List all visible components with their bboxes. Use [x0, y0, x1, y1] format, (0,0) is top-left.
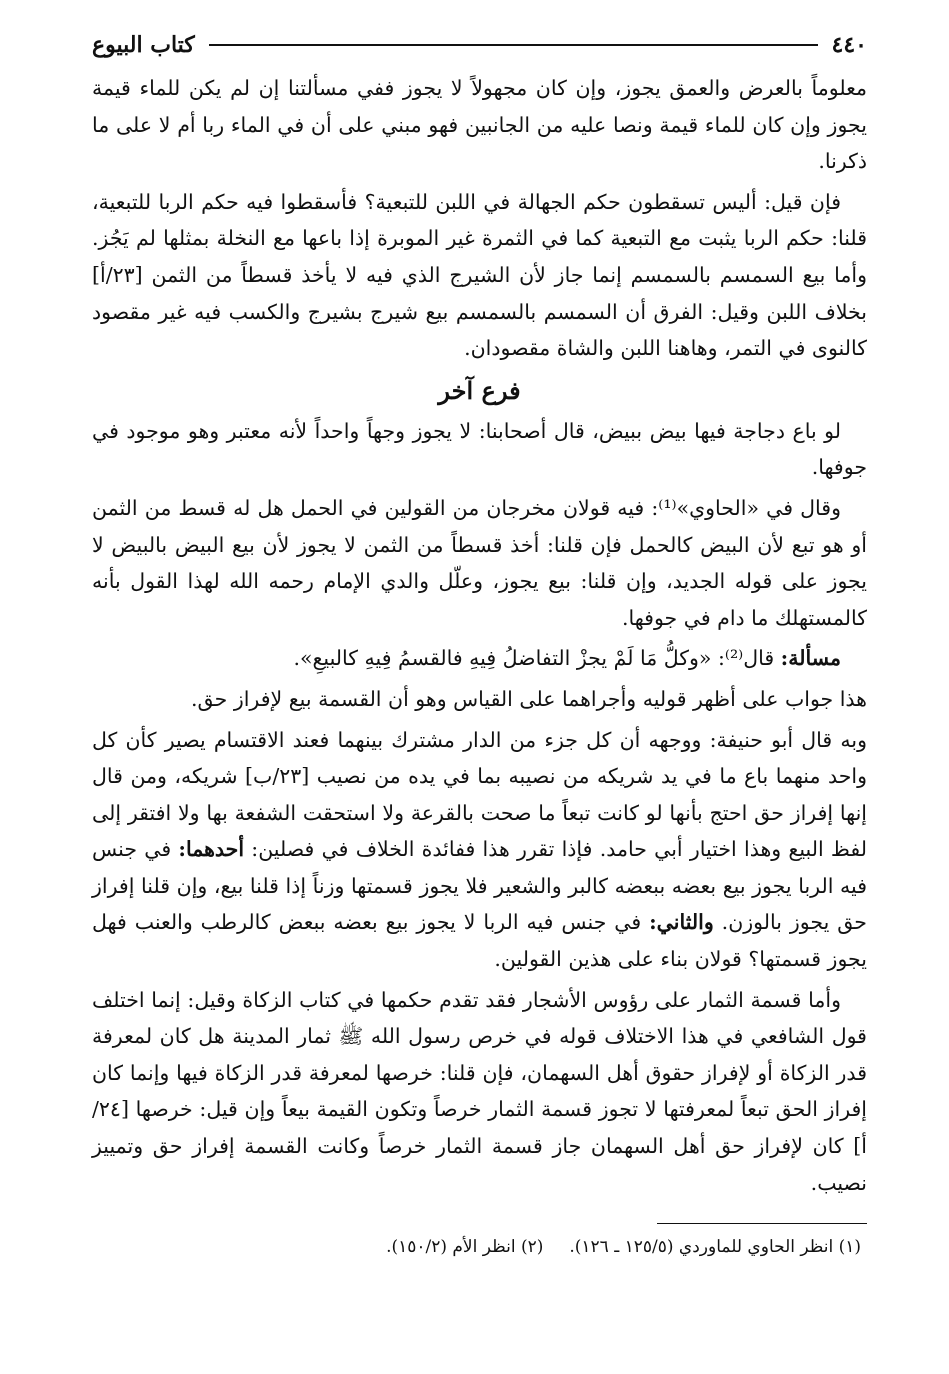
footnote-rule	[657, 1223, 867, 1224]
header-rule	[209, 44, 818, 46]
paragraph	[92, 722, 867, 978]
paragraph: هذا جواب على أظهر قوليه وأجراهما على القياس وهو أن القسمة بيع لإفراز حق.	[191, 686, 867, 711]
paragraph-part: وبه قال أبو حنيفة: ووجهه أن كل جزء من الدار مشترك بينهما فعند الاقتسام يصير كأن كل واحد منهما باع ما في يد شريكه من نصيبه بما في يده من نصيب [٢٣/ب] شريكه، ومن قال إنها إفراز حق احتج بأنها لو كانت تبعاً ما صحت بالقرعة ولا استحقت الشفعة بها ولا افتقر إلى لفظ البيع وهذا اختيار أبي حامد. فإذا تقرر هذا ففائدة الخلاف في فصلين:	[92, 727, 867, 862]
issue-label: مسألة:	[780, 646, 841, 671]
second-label: والثاني:	[649, 910, 714, 935]
paragraph-part: في جنس فيه الربا لا يجوز بيع بعضه ببعض كالرطب والعنب فهل يجوز قسمتها؟ قولان بناء على هذين القولين.	[92, 910, 867, 972]
paragraph: لو باع دجاجة فيها بيض ببيض، قال أصحابنا: لا يجوز وجهاً واحداً لأنه معتبر وهو موجود في جوفها.	[92, 418, 867, 480]
paragraph: فإن قيل: أليس تسقطون حكم الجهالة في اللبن للتبعية؟ فأسقطوا فيه حكم الربا للتبعية، قلنا: حكم الربا يثبت مع التبعية كما في الثمرة غير الموبرة إذا باعها مع النخلة بمثلها لم يَجُز. وأما بيع السمسم بالسمسم إنما جاز لأن الشيرج الذي فيه لا يأخذ قسطاً من الثمن [٢٣/أ] بخلاف اللبن وقيل: الفرق أن السمسم بالسمسم بيع شيرج بشيرج والكسب فيه غير مقصود كالنوى في التمر، وهاهنا اللبن والشاة مقصودان.	[92, 189, 867, 361]
footnotes	[92, 1234, 861, 1260]
footnote-2: (٢) انظر الأم (١٥٠/٢).	[386, 1237, 544, 1258]
issue-text: قال⁽²⁾: «وكلُّ مَا لَمْ يجزْ التفاضلُ فِيهِ فالقسمُ فِيهِ كالبيعِ».	[293, 646, 775, 671]
page-number: ٤٤٠	[831, 32, 867, 58]
paragraph: وأما قسمة الثمار على رؤوس الأشجار فقد تقدم حكمها في كتاب الزكاة وقيل: إنما اختلف قول الشافعي في هذا الاختلاف قوله في خرص رسول الله ﷺ ثمار المدينة هل كان لمعرفة قدر الزكاة أو لإفراز حقوق أهل السهمان، فإن قلنا: خرصها لمعرفة قدر الزكاة فيها وإنما كان إفراز الحق تبعاً لمعرفتها لا تجوز قسمة الثمار خرصاً وتكون القيمة بيعاً وإن قيل: خرصها [٢٤/أ] كان لإفراز حق أهل السهمان جاز قسمة الثمار خرصاً وكانت القسمة إفراز حق وتمييز نصيب.	[92, 987, 867, 1195]
first-label: أحدهما:	[178, 837, 245, 862]
footnote-1: (١) انظر الحاوي للماوردي (١٢٥/٥ ـ ١٢٦).	[569, 1237, 861, 1258]
page-header	[92, 28, 867, 62]
paragraph-part: في جنس فيه الربا يجوز بيع بعضه ببعضه كالبر والشعير فلا يجوز قسمتها وزناً إذا قلنا بيع، وإن قلنا إفراز حق يجوز بالوزن.	[92, 837, 867, 935]
paragraph: وقال في «الحاوي»⁽¹⁾: فيه قولان مخرجان من القولين في الحمل هل له قسط من الثمن أو هو تبع لأن البيض كالحمل فإن قلنا: أخذ قسطاً من الثمن لا يجوز لأن بيع البيض بالبيض لا يجوز على قوله الجديد، وإن قلنا: بيع يجوز، وعلّل والدي الإمام رحمه الله لهذا القول بأنه كالمستهلك ما دام في جوفها.	[92, 495, 867, 630]
paragraph	[92, 640, 867, 677]
section-heading: فرع آخر	[438, 375, 521, 405]
book-title: كتاب البيوع	[92, 32, 195, 58]
main-text	[92, 70, 867, 1201]
paragraph: معلوماً بالعرض والعمق يجوز، وإن كان مجهولاً لا يجوز ففي مسألتنا إن لم يكن للماء قيمة يجوز وإن كان للماء قيمة ونصا عليه من الجانبين فهو مبني على أن في الماء ربا أم لا على ما ذكرنا.	[92, 76, 867, 174]
